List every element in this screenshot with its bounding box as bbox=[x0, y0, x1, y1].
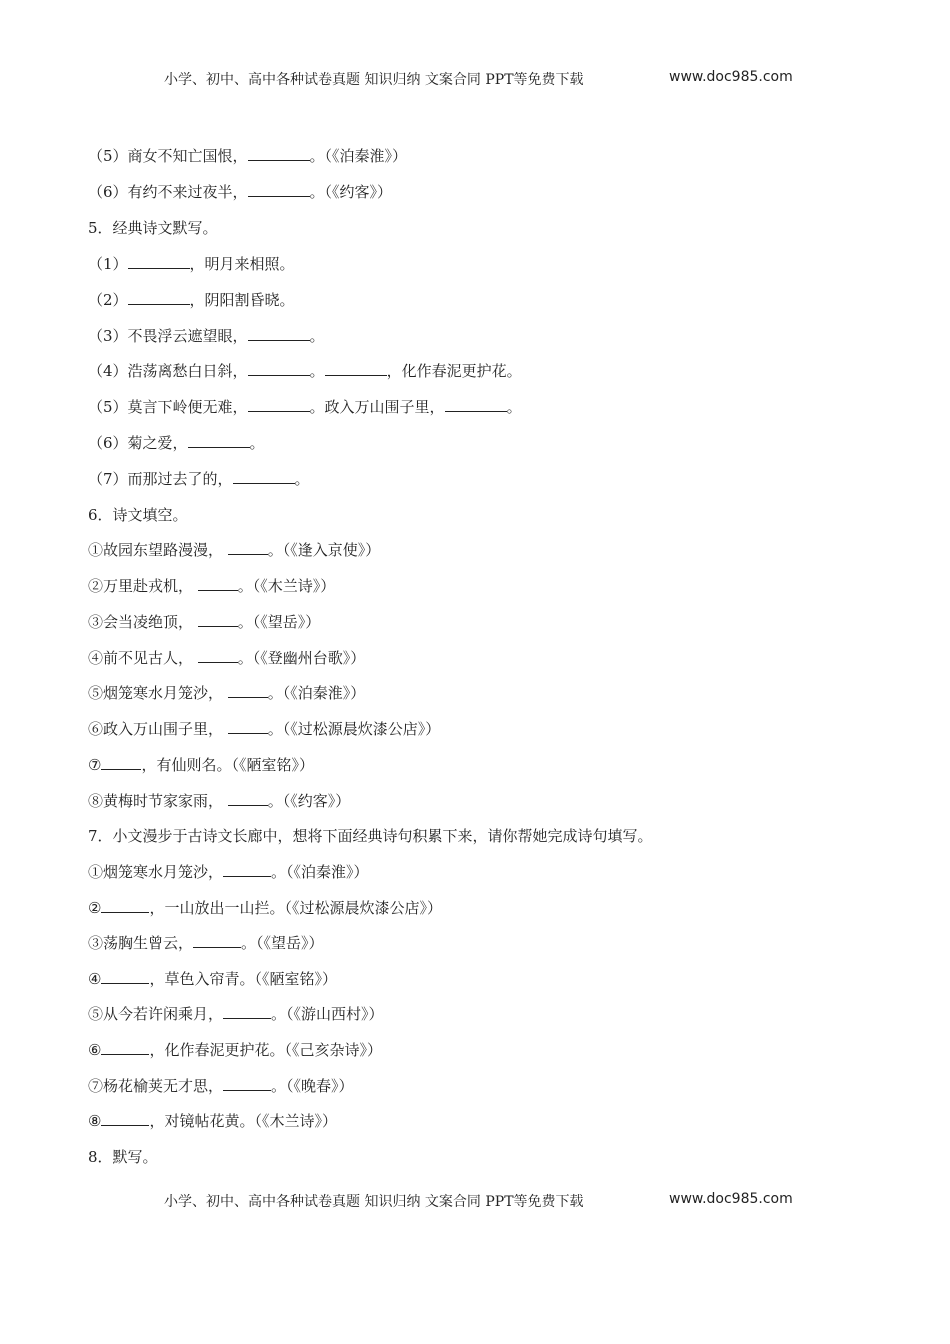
answer-blank[interactable] bbox=[101, 755, 141, 770]
answer-blank[interactable] bbox=[223, 862, 271, 877]
answer-blank[interactable] bbox=[101, 1111, 149, 1126]
answer-blank[interactable] bbox=[128, 254, 190, 269]
q5-title: 5．经典诗文默写。 bbox=[88, 219, 218, 237]
q4-item-5: （5）商女不知亡国恨， 。（《泊秦淮》） bbox=[88, 147, 408, 165]
q6-item-2: ②万里赴戎机， 。（《木兰诗》） bbox=[88, 577, 336, 595]
q6-item-6: ⑥政入万山围子里， 。（《过松源晨炊漆公店》） bbox=[88, 720, 441, 738]
q6-item-1: ①故园东望路漫漫， 。（《逢入京使》） bbox=[88, 541, 381, 559]
answer-blank[interactable] bbox=[248, 361, 310, 376]
answer-blank[interactable] bbox=[223, 1076, 271, 1091]
answer-blank[interactable] bbox=[101, 1040, 149, 1055]
answer-blank[interactable] bbox=[101, 898, 149, 913]
q5-item-2: （2） ，阴阳割昏晓。 bbox=[88, 291, 295, 309]
q7-item-5: ⑤从今若许闲乘月， 。（《游山西村》） bbox=[88, 1005, 384, 1023]
q5-item-3: （3）不畏浮云遮望眼， 。 bbox=[88, 327, 325, 345]
q6-item-5: ⑤烟笼寒水月笼沙， 。（《泊秦淮》） bbox=[88, 684, 366, 702]
q7-title: 7．小文漫步于古诗文长廊中，想将下面经典诗句积累下来，请你帮她完成诗句填写。 bbox=[88, 827, 653, 845]
q6-title: 6．诗文填空。 bbox=[88, 506, 188, 524]
answer-blank[interactable] bbox=[248, 146, 310, 161]
q7-item-8: ⑧ ，对镜帖花黄。（《木兰诗》） bbox=[88, 1112, 337, 1130]
answer-blank[interactable] bbox=[228, 540, 268, 555]
answer-blank[interactable] bbox=[188, 433, 250, 448]
answer-blank[interactable] bbox=[128, 290, 190, 305]
q5-item-7: （7）而那过去了的， 。 bbox=[88, 470, 310, 488]
q6-item-8: ⑧黄梅时节家家雨， 。（《约客》） bbox=[88, 792, 351, 810]
footer-text: 小学、初中、高中各种试卷真题 知识归纳 文案合同 PPT等免费下载 bbox=[164, 1194, 584, 1210]
answer-blank[interactable] bbox=[198, 648, 238, 663]
answer-blank[interactable] bbox=[248, 397, 310, 412]
answer-blank[interactable] bbox=[248, 326, 310, 341]
q4-item-6: （6）有约不来过夜半， 。（《约客》） bbox=[88, 183, 393, 201]
q7-item-2: ② ，一山放出一山拦。（《过松源晨炊漆公店》） bbox=[88, 899, 442, 917]
answer-blank[interactable] bbox=[325, 361, 387, 376]
q7-item-4: ④ ，草色入帘青。（《陋室铭》） bbox=[88, 970, 337, 988]
header-url: www.doc985.com bbox=[669, 69, 793, 85]
answer-blank[interactable] bbox=[198, 576, 238, 591]
q6-item-7: ⑦ ，有仙则名。（《陋室铭》） bbox=[88, 756, 314, 774]
q7-item-6: ⑥ ，化作春泥更护花。（《己亥杂诗》） bbox=[88, 1041, 382, 1059]
footer-url: www.doc985.com bbox=[669, 1191, 793, 1207]
answer-blank[interactable] bbox=[101, 969, 149, 984]
header-text: 小学、初中、高中各种试卷真题 知识归纳 文案合同 PPT等免费下载 bbox=[164, 72, 584, 88]
q7-item-7: ⑦杨花榆荚无才思， 。（《晚春》） bbox=[88, 1077, 354, 1095]
q6-item-3: ③会当凌绝顶， 。（《望岳》） bbox=[88, 613, 321, 631]
answer-blank[interactable] bbox=[198, 612, 238, 627]
q5-item-4: （4）浩荡离愁白日斜， 。 ，化作春泥更护花。 bbox=[88, 362, 522, 380]
q6-item-4: ④前不见古人， 。（《登幽州台歌》） bbox=[88, 649, 366, 667]
answer-blank[interactable] bbox=[228, 791, 268, 806]
answer-blank[interactable] bbox=[228, 683, 268, 698]
q7-item-1: ①烟笼寒水月笼沙， 。（《泊秦淮》） bbox=[88, 863, 369, 881]
q8-title: 8．默写。 bbox=[88, 1148, 158, 1166]
answer-blank[interactable] bbox=[228, 719, 268, 734]
answer-blank[interactable] bbox=[223, 1004, 271, 1019]
q5-item-6: （6）菊之爱， 。 bbox=[88, 434, 265, 452]
q7-item-3: ③荡胸生曾云， 。（《望岳》） bbox=[88, 934, 324, 952]
answer-blank[interactable] bbox=[445, 397, 507, 412]
answer-blank[interactable] bbox=[193, 933, 241, 948]
q5-item-1: （1） ，明月来相照。 bbox=[88, 255, 295, 273]
answer-blank[interactable] bbox=[233, 469, 295, 484]
q5-item-5: （5）莫言下岭便无难， 。政入万山围子里， 。 bbox=[88, 398, 522, 416]
answer-blank[interactable] bbox=[248, 182, 310, 197]
